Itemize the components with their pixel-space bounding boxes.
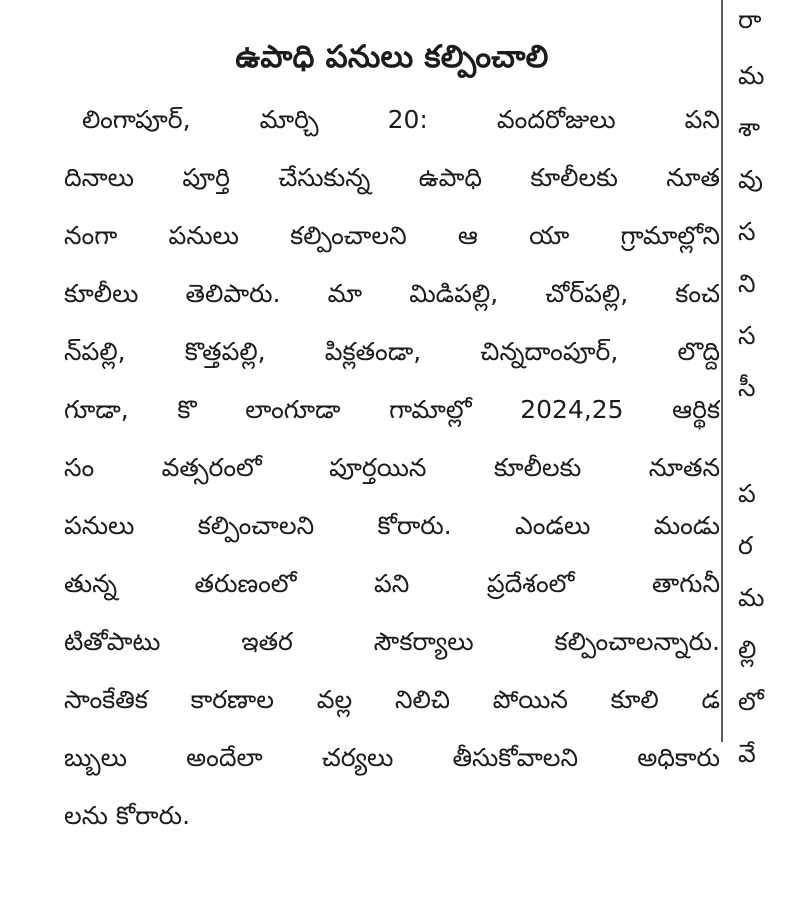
article-line-7: సం వత్సరంలో పూర్తయిన కూలీలకు నూతన	[64, 453, 720, 482]
article-line-5: న్‌పల్లి, కొత్తపల్లి, పిక్లతండా, చిన్నదాంపూర్, లొద్ది	[64, 337, 720, 366]
adjacent-column-fragment: వే	[738, 739, 756, 768]
adjacent-column-fragment: ర	[738, 531, 753, 560]
adjacent-column-fragment: లో	[738, 687, 764, 716]
adjacent-column-fragment: స	[738, 217, 756, 246]
adjacent-column-cut-off	[738, 0, 800, 908]
article-line-11: సాంకేతిక కారణాల వల్ల నిలిచి పోయిన కూలి డ	[64, 685, 720, 714]
article-line-3: నంగా పనులు కల్పించాలని ఆ యా గ్రామాల్లోని	[64, 221, 720, 250]
article-line-8: పనులు కల్పించాలని కోరారు. ఎండలు మండు	[64, 511, 720, 540]
adjacent-column-fragment: మ	[738, 583, 765, 612]
adjacent-column-fragment: వు	[738, 165, 763, 194]
article-headline: ఉపాధి పనులు కల్పించాలి	[235, 39, 549, 75]
adjacent-column-fragment: రా	[738, 5, 762, 34]
article-line-2: దినాలు పూర్తి చేసుకున్న ఉపాధి కూలీలకు నూత	[64, 163, 720, 192]
adjacent-column-fragment: సీ	[738, 373, 756, 402]
adjacent-column-fragment: ల్లి	[738, 635, 757, 664]
column-divider	[721, 0, 723, 742]
article-line-6: గూడా, కొ లాంగూడా గామాల్లో 2024,25 ఆర్థిక	[64, 395, 720, 424]
article-line-4: కూలీలు తెలిపారు. మా మిడిపల్లి, చోర్‌పల్లి, కంచ	[64, 279, 720, 308]
adjacent-column-fragment: మ	[738, 61, 765, 90]
adjacent-column-fragment: శా	[738, 113, 761, 142]
adjacent-column-fragment: స	[738, 321, 756, 350]
adjacent-column-fragment: ప	[738, 479, 756, 508]
article-line-10: టితోపాటు ఇతర సౌకర్యాలు కల్పించాలన్నారు.	[64, 627, 720, 656]
article-line-12: బ్బులు అందేలా చర్యలు తీసుకోవాలని అధికారు	[64, 743, 720, 772]
article-line-9: తున్న తరుణంలో పని ప్రదేశంలో తాగునీ	[64, 569, 720, 598]
article-line-1: లింగాపూర్, మార్చి 20: వందరోజులు పని	[82, 105, 720, 134]
article-line-13: లను కోరారు.	[64, 801, 191, 830]
adjacent-column-fragment: ని	[738, 269, 756, 298]
